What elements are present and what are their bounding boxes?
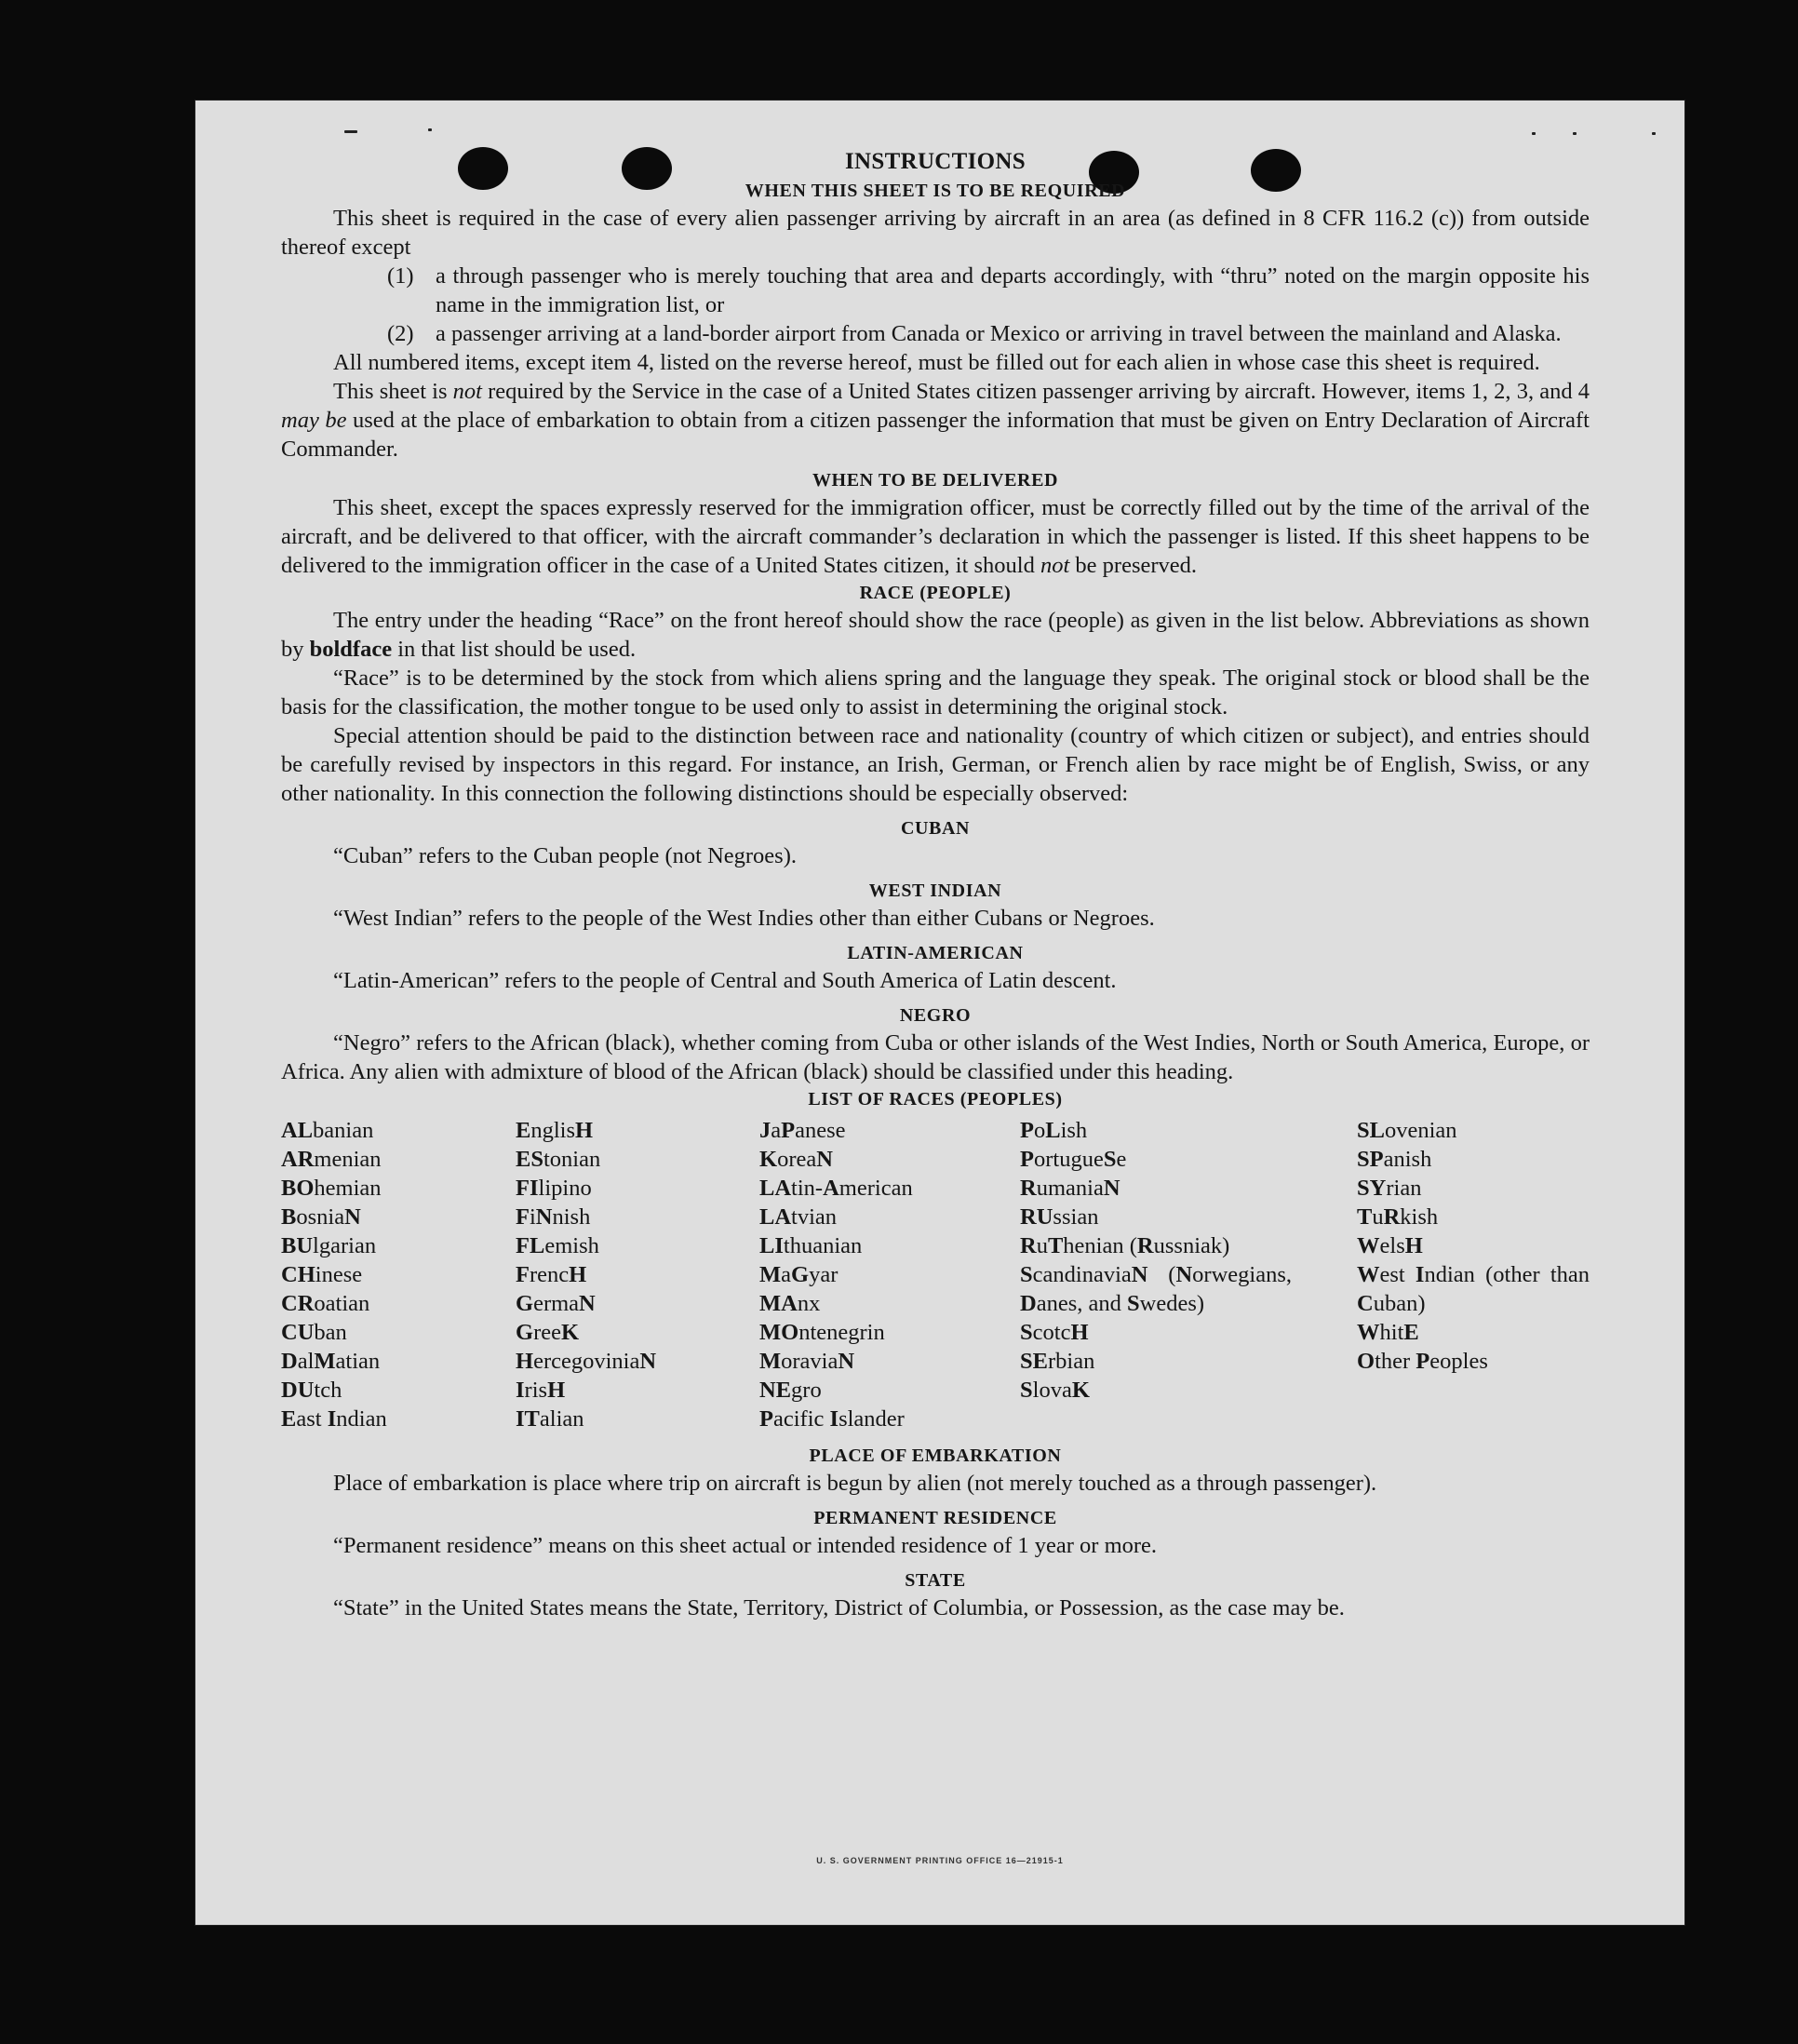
- race-list-item: SYrian: [1357, 1176, 1422, 1201]
- race-list-item: CRoatian: [281, 1291, 370, 1316]
- race-paragraph-1: [281, 606, 1590, 664]
- exception-text: a passenger arriving at a land-border airport from Canada or Mexico or arriving in travel between the mainland and Alaska.: [436, 321, 1562, 346]
- race-list-item: JaPanese: [759, 1118, 846, 1143]
- race-list-item: LAtvian: [759, 1204, 838, 1230]
- race-list-item: PortugueSe: [1020, 1147, 1127, 1172]
- text-run: be preserved.: [1069, 553, 1198, 578]
- race-column-3: [759, 1116, 1020, 1433]
- race-list-item: FrencH: [516, 1262, 587, 1287]
- document-title: INSTRUCTIONS: [845, 149, 1026, 174]
- race-list-item: RuThenian (Russniak): [1020, 1233, 1230, 1258]
- race-list-item: DUtch: [281, 1378, 342, 1403]
- race-list-item: EnglisH: [516, 1118, 594, 1143]
- race-list-item: HercegoviniaN: [516, 1349, 657, 1374]
- race-list-item: Pacific Islander: [759, 1406, 905, 1432]
- race-list-item: BosniaN: [281, 1204, 361, 1230]
- exception-item: [281, 262, 1590, 319]
- race-column-5: [1357, 1116, 1590, 1433]
- race-list-item: FIlipino: [516, 1176, 592, 1201]
- speck: [428, 128, 432, 131]
- heading-list-of-races: LIST OF RACES (PEOPLES): [808, 1089, 1063, 1109]
- race-list-item: FiNnish: [516, 1204, 591, 1230]
- race-list-item: West Indian (other than Cuban): [1357, 1262, 1590, 1316]
- race-list-item: WhitE: [1357, 1320, 1419, 1345]
- race-list-item: ScotcH: [1020, 1320, 1089, 1345]
- race-list-item: SlovaK: [1020, 1378, 1090, 1403]
- emphasis: not: [452, 379, 482, 404]
- text-run: This sheet, except the spaces expressly reserved for the immigration officer, must be correctly filled out by the time of the arrival of the aircraft, and be delivered to that officer, with the aircraft commander’s declaration in which the passenger is listed. If this sheet happens to be delivered to the immigration officer in the case of a United States citizen, it should: [281, 495, 1590, 578]
- state-paragraph: “State” in the United States means the State, Territory, District of Columbia, or Possession, as the case may be.: [333, 1595, 1345, 1620]
- race-list-item: MAnx: [759, 1291, 821, 1316]
- race-list-item: ITalian: [516, 1406, 584, 1432]
- race-list-item: Other Peoples: [1357, 1349, 1488, 1374]
- race-list-item: WelsH: [1357, 1233, 1423, 1258]
- heading-when-delivered: WHEN TO BE DELIVERED: [812, 470, 1059, 491]
- exception-number: (1): [387, 263, 414, 289]
- text-run: in that list should be used.: [392, 637, 637, 662]
- speck: [1652, 132, 1656, 135]
- heading-embarkation: PLACE OF EMBARKATION: [809, 1446, 1062, 1466]
- speck: [1532, 132, 1536, 135]
- speck: [344, 130, 357, 133]
- speck: [1573, 132, 1577, 135]
- heading-state: STATE: [905, 1570, 966, 1591]
- emphasis: not: [1040, 553, 1070, 578]
- when-required-intro: This sheet is required in the case of every alien passenger arriving by aircraft in an area (as defined in 8 CFR 116.2 (c)) from outside thereof except: [281, 206, 1590, 260]
- race-list-item: SLovenian: [1357, 1118, 1457, 1143]
- text-run: The entry under the heading “Race” on the front hereof should show the race (people) as given in the list below. Abbreviations as shown by: [281, 608, 1590, 662]
- race-column-2: [516, 1116, 759, 1433]
- race-list-item: GreeK: [516, 1320, 580, 1345]
- race-list-item: East Indian: [281, 1406, 387, 1432]
- text-run: required by the Service in the case of a United States citizen passenger arriving by aircraft. However, items 1, 2, 3, and 4: [481, 379, 1590, 404]
- document-sheet: [195, 101, 1684, 1925]
- race-list-item: KoreaN: [759, 1147, 833, 1172]
- negro-paragraph: “Negro” refers to the African (black), whether coming from Cuba or other islands of the West Indies, North or South America, Europe, or Africa. Any alien with admixture of blood of the African (black) should be classified under this heading.: [281, 1030, 1590, 1084]
- heading-latin-american: LATIN-AMERICAN: [847, 943, 1024, 963]
- race-list-item: ScandinaviaN (Norwegians, Danes, and Swedes): [1020, 1262, 1292, 1316]
- race-list-item: EStonian: [516, 1147, 601, 1172]
- race-list-item: BOhemian: [281, 1176, 382, 1201]
- instructions-content: [281, 147, 1590, 1622]
- race-list-item: FLemish: [516, 1233, 599, 1258]
- text-run: This sheet is: [333, 379, 453, 404]
- race-list-item: TuRkish: [1357, 1204, 1439, 1230]
- race-column-4: [1020, 1116, 1357, 1433]
- race-list-item: MaGyar: [759, 1262, 839, 1287]
- exception-text: a through passenger who is merely touching that area and departs accordingly, with “thru” noted on the margin opposite his name in the immigration list, or: [436, 263, 1590, 317]
- race-list-item: RUssian: [1020, 1204, 1099, 1230]
- race-list-item: MoraviaN: [759, 1349, 855, 1374]
- bold-word: boldface: [309, 637, 393, 662]
- race-list-item: LIthuanian: [759, 1233, 863, 1258]
- race-list-item: DalMatian: [281, 1349, 381, 1374]
- heading-race: RACE (PEOPLE): [859, 583, 1012, 603]
- residence-paragraph: “Permanent residence” means on this sheet actual or intended residence of 1 year or more.: [333, 1533, 1158, 1558]
- exception-item: [281, 319, 1590, 348]
- race-list-item: GermaN: [516, 1291, 596, 1316]
- embarkation-paragraph: Place of embarkation is place where trip on aircraft is begun by alien (not merely touched as a through passenger).: [333, 1471, 1377, 1496]
- latin-american-paragraph: “Latin-American” refers to the people of Central and South America of Latin descent.: [333, 968, 1117, 993]
- text-run: used at the place of embarkation to obtain from a citizen passenger the information that must be given on Entry Declaration of Aircraft Commander.: [281, 408, 1590, 462]
- race-paragraph-3: Special attention should be paid to the distinction between race and nationality (country of which citizen or subject), and entries should be carefully revised by inspectors in this regard. For instance, an Irish, German, or French alien by race might be of English, Swiss, or any other nationality. In this connection the following distinctions should be especially observed:: [281, 723, 1590, 806]
- race-column-1: [281, 1116, 516, 1433]
- race-list-item: ARmenian: [281, 1147, 382, 1172]
- race-list-item: MOntenegrin: [759, 1320, 885, 1345]
- race-list-table: [281, 1116, 1590, 1433]
- race-list-item: NEgro: [759, 1378, 822, 1403]
- citizen-paragraph: [281, 377, 1590, 464]
- race-list-item: SErbian: [1020, 1349, 1095, 1374]
- race-paragraph-2: “Race” is to be determined by the stock from which aliens spring and the language they speak. The original stock or blood shall be the basis for the classification, the mother tongue to be used only to assist in determining the original stock.: [281, 666, 1590, 719]
- emphasis: may be: [281, 408, 347, 433]
- printer-imprint: U. S. GOVERNMENT PRINTING OFFICE 16—21915-1: [816, 1856, 1064, 1865]
- west-indian-paragraph: “West Indian” refers to the people of the West Indies other than either Cubans or Negroes.: [333, 906, 1155, 931]
- exception-number: (2): [387, 321, 414, 346]
- race-list-item: BUlgarian: [281, 1233, 377, 1258]
- heading-west-indian: WEST INDIAN: [868, 881, 1002, 901]
- heading-negro: NEGRO: [899, 1005, 972, 1026]
- race-list-item: SPanish: [1357, 1147, 1432, 1172]
- cuban-paragraph: “Cuban” refers to the Cuban people (not Negroes).: [333, 843, 797, 868]
- race-list-item: IrisH: [516, 1378, 566, 1403]
- race-list-item: CUban: [281, 1320, 347, 1345]
- race-list-item: PoLish: [1020, 1118, 1088, 1143]
- when-delivered-paragraph: [281, 493, 1590, 580]
- heading-cuban: CUBAN: [900, 818, 971, 839]
- race-list-item: ALbanian: [281, 1118, 374, 1143]
- race-list-item: LAtin-American: [759, 1176, 913, 1201]
- heading-residence: PERMANENT RESIDENCE: [813, 1508, 1057, 1528]
- race-list-item: CHinese: [281, 1262, 363, 1287]
- race-list-item: RumaniaN: [1020, 1176, 1120, 1201]
- numbered-items-paragraph: All numbered items, except item 4, listed on the reverse hereof, must be filled out for each alien in whose case this sheet is required.: [333, 350, 1540, 375]
- heading-when-required: WHEN THIS SHEET IS TO BE REQUIRED: [745, 181, 1126, 201]
